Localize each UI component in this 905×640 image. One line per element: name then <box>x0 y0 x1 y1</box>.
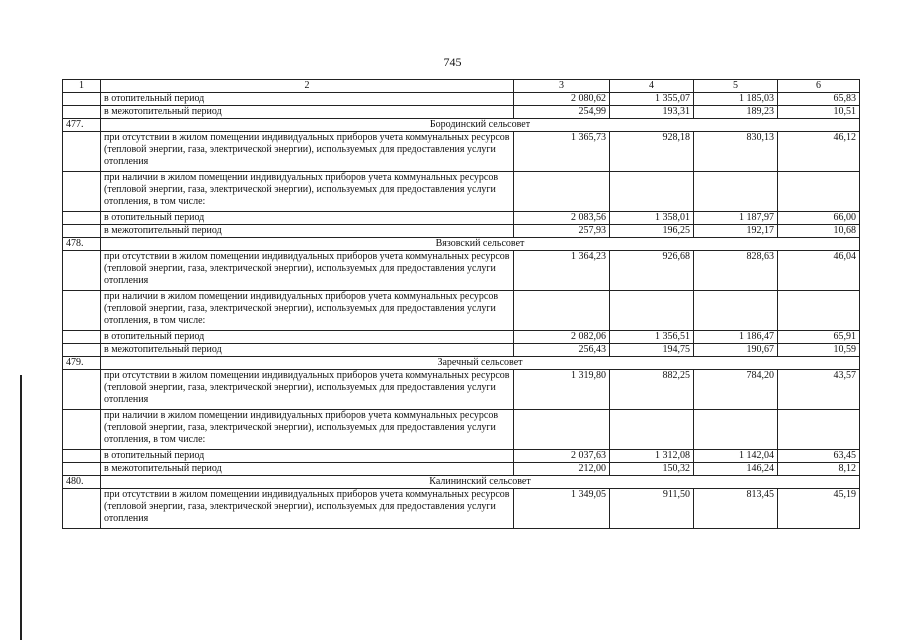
header-row <box>63 80 860 93</box>
section-title: Калининский сельсовет <box>101 476 860 489</box>
section-title: Вязовский сельсовет <box>101 238 860 251</box>
value-cell: 45,19 <box>778 489 860 529</box>
value-cell: 1 358,01 <box>610 212 694 225</box>
section-number: 477. <box>63 119 101 132</box>
row-label: в отопительный период <box>101 93 514 106</box>
value-cell: 43,57 <box>778 370 860 410</box>
value-cell <box>610 410 694 450</box>
header-cell: 2 <box>101 80 514 93</box>
section-number: 480. <box>63 476 101 489</box>
value-cell: 192,17 <box>694 225 778 238</box>
value-cell: 212,00 <box>514 463 610 476</box>
row-label: при отсутствии в жилом помещении индивидуальных приборов учета коммунальных ресурсов (тепловой энергии, газа, электрической энергии), используемых для предоставления услуги отопления <box>101 370 514 410</box>
value-cell: 63,45 <box>778 450 860 463</box>
row-number-cell <box>63 225 101 238</box>
value-cell: 1 364,23 <box>514 251 610 291</box>
scan-edge-line <box>20 375 22 640</box>
value-cell: 10,68 <box>778 225 860 238</box>
value-cell: 1 349,05 <box>514 489 610 529</box>
value-cell <box>514 410 610 450</box>
table-row <box>63 172 860 212</box>
table-row <box>63 344 860 357</box>
row-number-cell <box>63 489 101 529</box>
value-cell: 46,12 <box>778 132 860 172</box>
section-title: Бородинский сельсовет <box>101 119 860 132</box>
row-number-cell <box>63 172 101 212</box>
table-row <box>63 291 860 331</box>
value-cell: 2 037,63 <box>514 450 610 463</box>
value-cell: 193,31 <box>610 106 694 119</box>
value-cell: 928,18 <box>610 132 694 172</box>
value-cell <box>610 291 694 331</box>
value-cell: 1 365,73 <box>514 132 610 172</box>
section-row <box>63 357 860 370</box>
row-label: при наличии в жилом помещении индивидуальных приборов учета коммунальных ресурсов (тепловой энергии, газа, электрической энергии), используемых для предоставления услуги отопления, в том числе: <box>101 291 514 331</box>
value-cell: 150,32 <box>610 463 694 476</box>
table-row <box>63 489 860 529</box>
row-label: при отсутствии в жилом помещении индивидуальных приборов учета коммунальных ресурсов (тепловой энергии, газа, электрической энергии), используемых для предоставления услуги отопления <box>101 489 514 529</box>
table-row <box>63 93 860 106</box>
value-cell: 1 142,04 <box>694 450 778 463</box>
value-cell: 10,51 <box>778 106 860 119</box>
table-row <box>63 331 860 344</box>
header-cell: 4 <box>610 80 694 93</box>
value-cell: 65,91 <box>778 331 860 344</box>
value-cell <box>610 172 694 212</box>
row-label: в отопительный период <box>101 331 514 344</box>
value-cell: 190,67 <box>694 344 778 357</box>
value-cell: 146,24 <box>694 463 778 476</box>
row-number-cell <box>63 450 101 463</box>
value-cell: 830,13 <box>694 132 778 172</box>
value-cell: 196,25 <box>610 225 694 238</box>
row-label: при наличии в жилом помещении индивидуальных приборов учета коммунальных ресурсов (тепловой энергии, газа, электрической энергии), используемых для предоставления услуги отопления, в том числе: <box>101 172 514 212</box>
value-cell: 882,25 <box>610 370 694 410</box>
value-cell: 2 082,06 <box>514 331 610 344</box>
row-label: в межотопительный период <box>101 463 514 476</box>
row-label: в отопительный период <box>101 212 514 225</box>
value-cell: 1 185,03 <box>694 93 778 106</box>
section-row <box>63 119 860 132</box>
value-cell: 256,43 <box>514 344 610 357</box>
header-cell: 3 <box>514 80 610 93</box>
value-cell: 65,83 <box>778 93 860 106</box>
value-cell: 813,45 <box>694 489 778 529</box>
value-cell: 46,04 <box>778 251 860 291</box>
value-cell: 8,12 <box>778 463 860 476</box>
header-cell: 1 <box>63 80 101 93</box>
value-cell <box>778 410 860 450</box>
row-number-cell <box>63 344 101 357</box>
value-cell: 257,93 <box>514 225 610 238</box>
value-cell: 1 186,47 <box>694 331 778 344</box>
value-cell: 10,59 <box>778 344 860 357</box>
header-cell: 5 <box>694 80 778 93</box>
table-row <box>63 450 860 463</box>
section-title: Заречный сельсовет <box>101 357 860 370</box>
row-number-cell <box>63 410 101 450</box>
value-cell: 1 319,80 <box>514 370 610 410</box>
value-cell <box>778 291 860 331</box>
value-cell: 1 312,08 <box>610 450 694 463</box>
section-row <box>63 238 860 251</box>
value-cell <box>514 291 610 331</box>
row-number-cell <box>63 331 101 344</box>
table-row <box>63 251 860 291</box>
value-cell: 194,75 <box>610 344 694 357</box>
value-cell: 1 356,51 <box>610 331 694 344</box>
value-cell: 784,20 <box>694 370 778 410</box>
value-cell <box>514 172 610 212</box>
table-row <box>63 212 860 225</box>
value-cell: 2 080,62 <box>514 93 610 106</box>
value-cell: 2 083,56 <box>514 212 610 225</box>
row-number-cell <box>63 463 101 476</box>
table-row <box>63 410 860 450</box>
row-label: в отопительный период <box>101 450 514 463</box>
value-cell <box>694 291 778 331</box>
row-number-cell <box>63 132 101 172</box>
row-label: в межотопительный период <box>101 344 514 357</box>
row-number-cell <box>63 93 101 106</box>
value-cell: 254,99 <box>514 106 610 119</box>
value-cell: 1 187,97 <box>694 212 778 225</box>
table-body <box>63 80 860 529</box>
row-label: при наличии в жилом помещении индивидуальных приборов учета коммунальных ресурсов (тепловой энергии, газа, электрической энергии), используемых для предоставления услуги отопления, в том числе: <box>101 410 514 450</box>
header-cell: 6 <box>778 80 860 93</box>
section-number: 478. <box>63 238 101 251</box>
value-cell: 828,63 <box>694 251 778 291</box>
value-cell <box>694 410 778 450</box>
tariff-table <box>62 79 860 529</box>
value-cell: 66,00 <box>778 212 860 225</box>
table-row <box>63 463 860 476</box>
page-number: 745 <box>443 55 462 69</box>
table-row <box>63 132 860 172</box>
value-cell <box>778 172 860 212</box>
value-cell: 189,23 <box>694 106 778 119</box>
row-number-cell <box>63 106 101 119</box>
row-number-cell <box>63 370 101 410</box>
value-cell: 926,68 <box>610 251 694 291</box>
row-number-cell <box>63 212 101 225</box>
value-cell: 911,50 <box>610 489 694 529</box>
table-row <box>63 225 860 238</box>
row-label: при отсутствии в жилом помещении индивидуальных приборов учета коммунальных ресурсов (тепловой энергии, газа, электрической энергии), используемых для предоставления услуги отопления <box>101 132 514 172</box>
table-row <box>63 370 860 410</box>
value-cell <box>694 172 778 212</box>
row-number-cell <box>63 251 101 291</box>
table-row <box>63 106 860 119</box>
section-row <box>63 476 860 489</box>
value-cell: 1 355,07 <box>610 93 694 106</box>
row-label: при отсутствии в жилом помещении индивидуальных приборов учета коммунальных ресурсов (тепловой энергии, газа, электрической энергии), используемых для предоставления услуги отопления <box>101 251 514 291</box>
row-label: в межотопительный период <box>101 106 514 119</box>
section-number: 479. <box>63 357 101 370</box>
row-label: в межотопительный период <box>101 225 514 238</box>
row-number-cell <box>63 291 101 331</box>
